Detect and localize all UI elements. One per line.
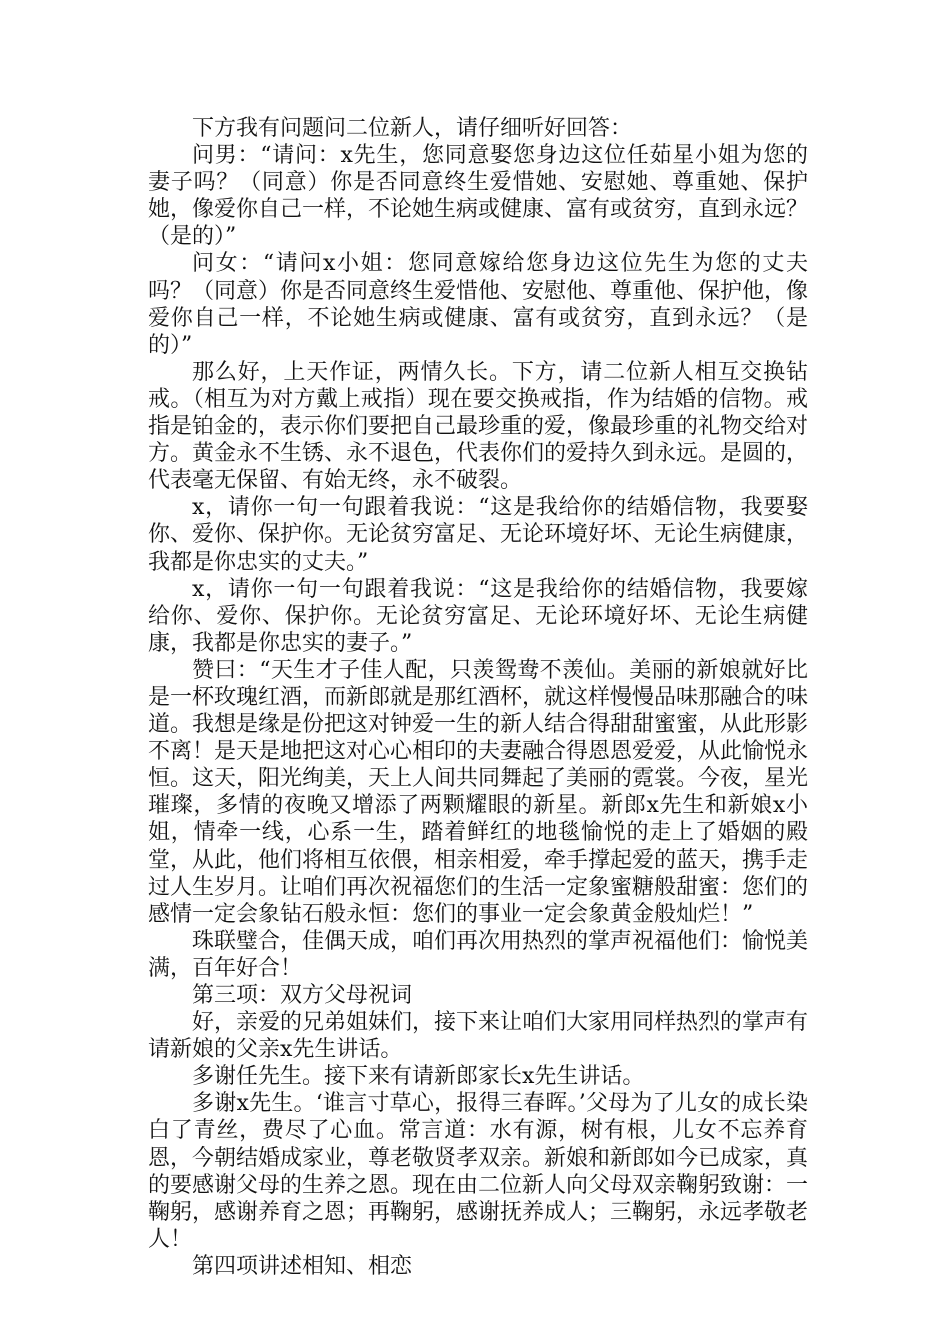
paragraph-question-groom: 问男：“请问：x先生，您同意娶您身边这位任茹星小姐为您的妻子吗？（同意）你是否同意终生爱惜她、安慰她、尊重她、保护她，像爱你自己一样，不论她生病或健康、富有或贫穷，直到永远？（是的）”	[148, 143, 809, 250]
section-heading-four: 第四项讲述相知、相恋	[192, 1253, 413, 1279]
paragraph-groom-vow: x，请你一句一句跟着我说：“这是我给你的结婚信物，我要娶你、爱你、保护你。无论贫穷富足、无论环境好坏、无论生病健康，我都是你忠实的丈夫。”	[148, 495, 809, 575]
document-body	[148, 115, 808, 1280]
section-heading-three: 第三项：双方父母祝词	[192, 983, 413, 1008]
paragraph-applause: 珠联璧合，佳偶天成，咱们再次用热烈的掌声祝福他们：愉悦美满，百年好合！	[148, 928, 809, 981]
paragraph-question-bride: 问女：“请问x小姐：您同意嫁给您身边这位先生为您的丈夫吗？（同意）你是否同意终生爱惜他、安慰他、尊重他、保护他，像爱你自己一样，不论她生病或健康、富有或贫穷，直到永远？（是的）”	[148, 251, 809, 358]
paragraph-blessing: 赞曰：“天生才子佳人配，只羡鸳鸯不羡仙。美丽的新娘就好比是一杯玫瑰红酒，而新郎就是那红酒杯，就这样慢慢品味那融合的味道。我想是缘是份把这对钟爱一生的新人结合得甜甜蜜蜜，从此形影不离！是天是地把这对心心相印的夫妻融合得恩恩爱爱，从此愉悦永恒。这天，阳光绚美，天上人间共同舞起了美丽的霓裳。今夜，星光璀璨，多情的夜晚又增添了两颗耀眼的新星。新郎x先生和新娘x小姐，情牵一线，心系一生，踏着鲜红的地毯愉悦的走上了婚姻的殿堂，从此，他们将相互依偎，相亲相爱，牵手撑起爱的蓝天，携手走过人生岁月。让咱们再次祝福您们的生活一定象蜜糖般甜蜜：您们的感情一定会象钻石般永恒：您们的事业一定会象黄金般灿烂！”	[148, 657, 809, 927]
paragraph-thank-parents: 多谢x先生。‘谁言寸草心，报得三春晖。’父母为了儿女的成长染白了青丝，费尽了心血。常言道：水有源，树有根，儿女不忘养育恩，今朝结婚成家业，尊老敬贤孝双亲。新娘和新郎如今已成家，真的要感谢父母的生养之恩。现在由二位新人向父母双亲鞠躬致谢：一鞠躬，感谢养育之恩；再鞠躬，感谢抚养成人；三鞠躬，永远孝敬老人！	[148, 1091, 809, 1252]
paragraph-bride-father: 好，亲爱的兄弟姐妹们，接下来让咱们大家用同样热烈的掌声有请新娘的父亲x先生讲话。	[148, 1010, 809, 1063]
paragraph-ring-exchange: 那么好，上天作证，两情久长。下方，请二位新人相互交换钻戒。（相互为对方戴上戒指）现在要交换戒指，作为结婚的信物。戒指是铂金的，表示你们要把自己最珍重的爱，像最珍重的礼物交给对方。黄金永不生锈、永不退色，代表你们的爱持久到永远。是圆的，代表毫无保留、有始无终，永不破裂。	[148, 359, 809, 494]
paragraph-bride-vow: x，请你一句一句跟着我说：“这是我给你的结婚信物，我要嫁给你、爱你、保护你。无论贫穷富足、无论环境好坏、无论生病健康，我都是你忠实的妻子。”	[148, 576, 809, 656]
paragraph-groom-parent: 多谢任先生。接下来有请新郎家长x先生讲话。	[192, 1064, 645, 1090]
paragraph-intro: 下方我有问题问二位新人，请仔细听好回答：	[192, 116, 633, 141]
